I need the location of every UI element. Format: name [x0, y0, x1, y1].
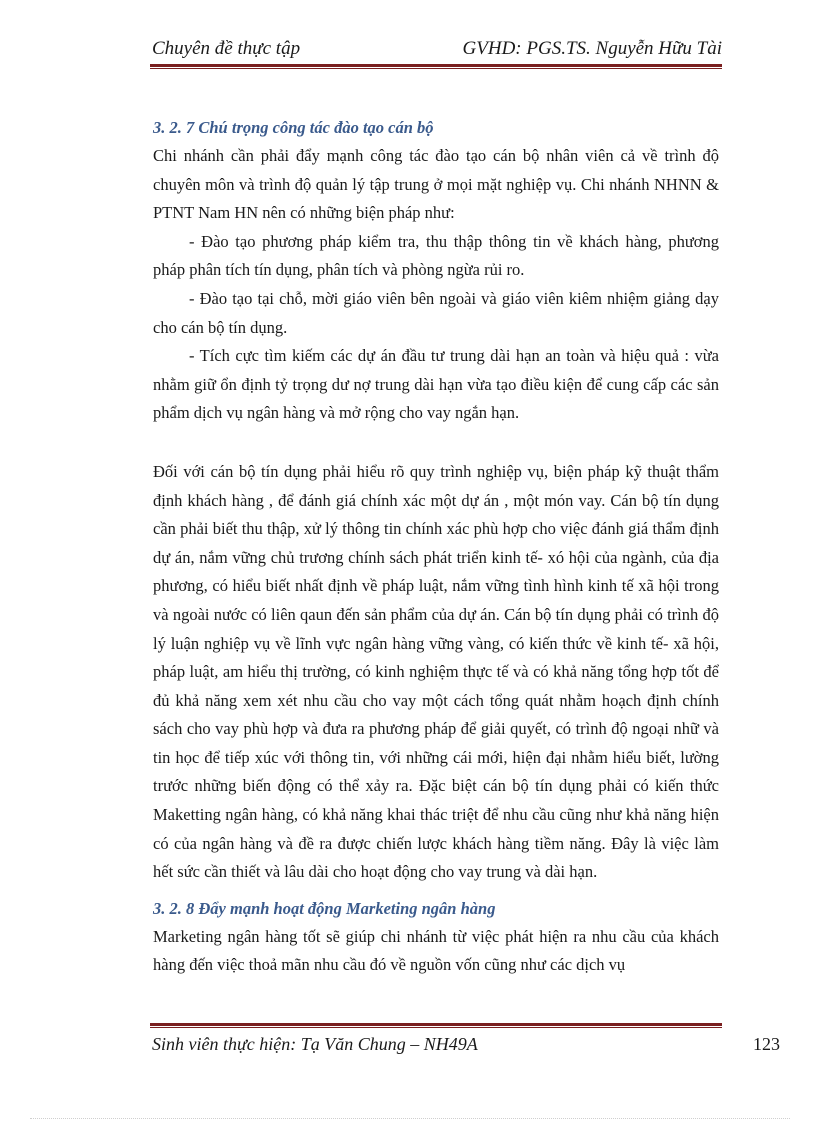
list-item: - Tích cực tìm kiếm các dự án đầu tư trung dài hạn an toàn và hiệu quả : vừa nhằm giữ ổn định tỷ trọng dư nợ trung dài hạn vừa tạo điều kiện để cung cấp các sản phẩm dịch vụ ngân hàng và mở rộng cho vay ngắn hạn.: [153, 346, 719, 423]
page-number: 123: [753, 1034, 780, 1054]
header-rule: [150, 64, 722, 69]
page-content: [153, 114, 719, 980]
header-course-title: Chuyên đề thực tập: [152, 38, 301, 59]
section-heading-3-2-7: 3. 2. 7 Chú trọng công tác đào tạo cán bộ: [153, 118, 434, 137]
header-supervisor: GVHD: PGS.TS. Nguyễn Hữu Tài: [462, 38, 722, 59]
footer-rule: [150, 1023, 722, 1028]
list-item: - Đào tạo tại chỗ, mời giáo viên bên ngoài và giáo viên kiêm nhiệm giảng dạy cho cán bộ tín dụng.: [153, 288, 719, 337]
list-item: - Đào tạo phương pháp kiểm tra, thu thập thông tin về khách hàng, phương pháp phân tích tín dụng, phân tích và phòng ngừa rủi ro.: [153, 231, 719, 280]
paragraph-gap: [153, 428, 719, 458]
body-paragraph: Đối với cán bộ tín dụng phải hiểu rõ quy trình nghiệp vụ, biện pháp kỹ thuật thẩm định khách hàng , để đánh giá chính xác một dự án , một món vay. Cán bộ tín dụng cần phải biết thu thập, xử lý thông tin chính xác phù hợp cho việc đánh giá thẩm định dự án, nắm vững chủ trương chính sách phát triển kinh tế- xó hội của ngành, của địa phương, có hiểu biết nhất định về pháp luật, nắm vững tình hình kinh tế xã hội trong và ngoài nước có liên qaun đến sản phẩm của dự án. Cán bộ tín dụng phải có trình độ lý luận nghiệp vụ về lĩnh vực ngân hàng vững vàng, có kiến thức về kinh tế- xã hội, pháp luật, am hiểu thị trường, có kinh nghiệm thực tế và có khả năng tổng hợp tốt để đủ khả năng xem xét nhu cầu cho vay một cách tổng quát nhằm hoạch định chính sách cho vay phù hợp và đưa ra phương pháp để giải quyết, có trình độ ngoại nhữ và tin học để tiếp xúc với thông tin, với những cái mới, hiện đại nhằm hiểu biết, lường trước những biến động có thể xảy ra. Đặc biệt cán bộ tín dụng phải có kiến thức Maketting ngân hàng, có khả năng khai thác triệt để nhu cầu cũng như khả năng hiện có của ngân hàng và đề ra được chiến lược khách hàng tiềm năng. Đây là việc làm hết sức cần thiết và lâu dài cho hoạt động cho vay trung và dài hạn.: [153, 461, 719, 882]
section-intro-paragraph: Chi nhánh cần phải đẩy mạnh công tác đào tạo cán bộ nhân viên cả về trình độ chuyên môn và trình độ quản lý tập trung ở mọi mặt nghiệp vụ. Chi nhánh NHNN & PTNT Nam HN nên có những biện pháp như:: [153, 146, 719, 223]
section-heading-3-2-8: 3. 2. 8 Đẩy mạnh hoạt động Marketing ngân hàng: [153, 898, 496, 918]
body-paragraph: Marketing ngân hàng tốt sẽ giúp chi nhánh từ việc phát hiện ra nhu cầu của khách hàng đến việc thoả mãn nhu cầu đó về nguồn vốn cũng như các dịch vụ: [153, 926, 719, 975]
page-bottom-border: [30, 1118, 790, 1119]
footer-student: Sinh viên thực hiện: Tạ Văn Chung – NH49A: [152, 1034, 478, 1054]
page-header: [150, 38, 722, 62]
